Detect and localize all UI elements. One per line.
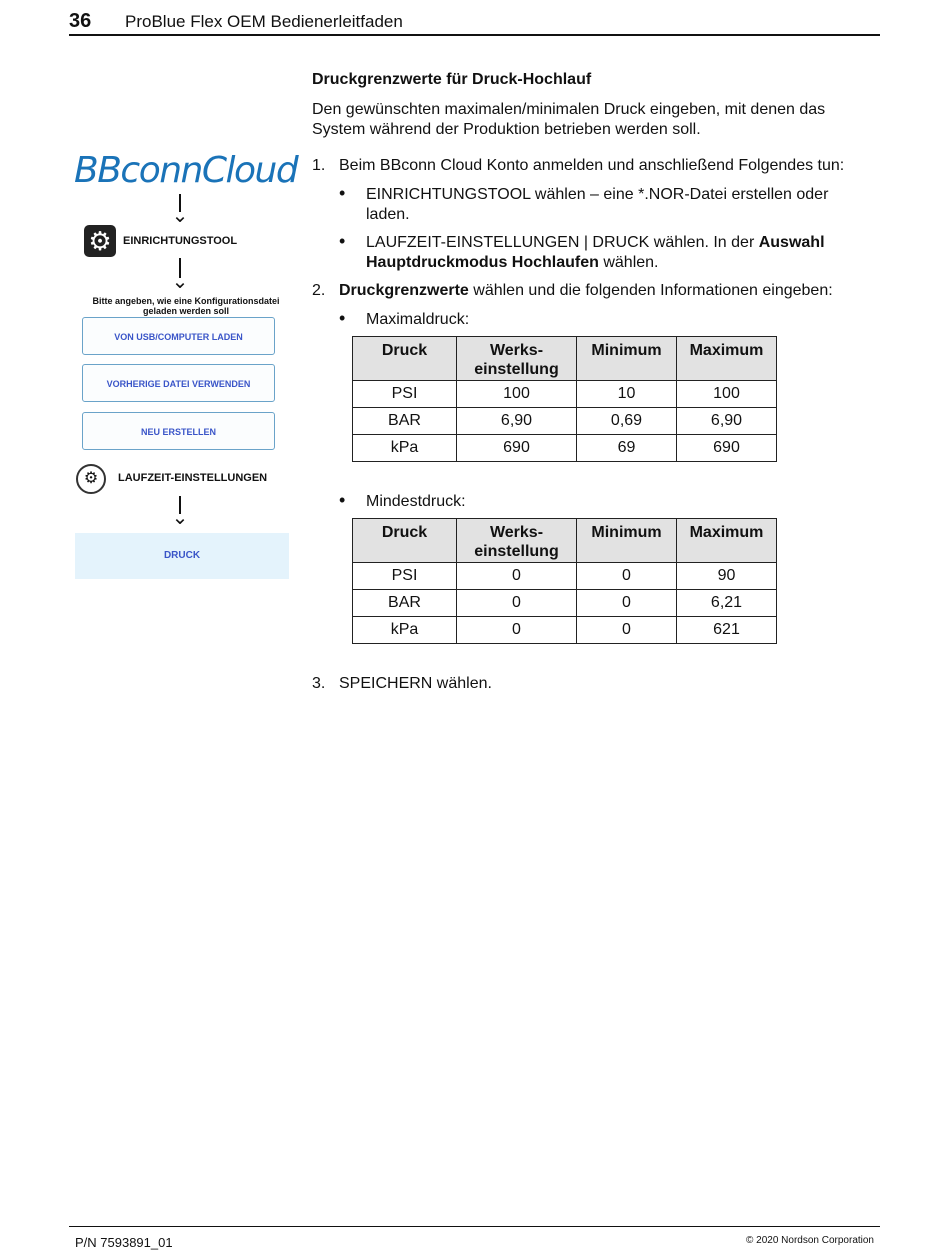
col-maximum: Maximum bbox=[677, 519, 777, 563]
table-row: BAR 0 0 6,21 bbox=[353, 590, 777, 617]
page-number: 36 bbox=[69, 10, 92, 32]
min-pressure-table bbox=[352, 518, 777, 644]
druck-menu-item[interactable]: DRUCK bbox=[75, 533, 289, 579]
use-previous-file-button[interactable]: VORHERIGE DATEI VERWENDEN bbox=[82, 364, 275, 402]
document-title: ProBlue Flex OEM Bedienerleitfaden bbox=[125, 12, 403, 31]
runtime-settings-label: LAUFZEIT-EINSTELLUNGEN bbox=[118, 472, 268, 484]
col-druck: Druck bbox=[353, 519, 457, 563]
max-pressure-table bbox=[352, 336, 777, 462]
col-werkseinstellung: Werks- einstellung bbox=[457, 337, 577, 381]
step-1-bullet-1: EINRICHTUNGSTOOL wählen – eine *.NOR-Datei erstellen oder laden. bbox=[366, 186, 829, 223]
part-number: P/N 7593891_01 bbox=[75, 1235, 173, 1250]
min-pressure-label: Mindestdruck: bbox=[366, 493, 466, 510]
section-heading: Druckgrenzwerte für Druck-Hochlauf bbox=[312, 71, 592, 88]
table-row: BAR 6,90 0,69 6,90 bbox=[353, 408, 777, 435]
step-2-text: Druckgrenzwerte wählen und die folgenden Informationen eingeben: bbox=[339, 282, 833, 299]
create-new-button[interactable]: NEU ERSTELLEN bbox=[82, 412, 275, 450]
page-footer bbox=[69, 1226, 880, 1250]
bbconncloud-logo: BBconnCloud bbox=[74, 150, 298, 191]
step-3-text: SPEICHERN wählen. bbox=[339, 675, 492, 692]
bullet-icon: • bbox=[339, 183, 346, 203]
runtime-settings-icon: ⚙ bbox=[76, 464, 106, 494]
table-header-row bbox=[353, 337, 777, 381]
bullet-icon: • bbox=[339, 231, 346, 251]
arrow-down-icon: ⌄ bbox=[170, 496, 190, 528]
intro-paragraph: Den gewünschten maximalen/minimalen Druck eingeben, mit denen das System während der Produktion betrieben werden soll. bbox=[312, 101, 826, 138]
table-row: kPa 0 0 621 bbox=[353, 617, 777, 644]
col-werkseinstellung: Werks- einstellung bbox=[457, 519, 577, 563]
step-1-bullet-2: LAUFZEIT-EINSTELLUNGEN | DRUCK wählen. In der Auswahl Hauptdruckmodus Hochlaufen wählen. bbox=[366, 234, 825, 271]
table-row: kPa 690 69 690 bbox=[353, 435, 777, 462]
load-usb-button[interactable]: VON USB/COMPUTER LADEN bbox=[82, 317, 275, 355]
step-number: 3. bbox=[312, 675, 326, 692]
max-pressure-label: Maximaldruck: bbox=[366, 311, 470, 328]
table-row: PSI 0 0 90 bbox=[353, 563, 777, 590]
table-row: PSI 100 10 100 bbox=[353, 381, 777, 408]
step-number: 2. bbox=[312, 282, 326, 299]
col-minimum: Minimum bbox=[577, 337, 677, 381]
config-prompt: Bitte angeben, wie eine Konfigurationsdatei geladen werden soll bbox=[92, 296, 280, 316]
arrow-down-icon: ⌄ bbox=[170, 194, 190, 226]
setup-tool-label: EINRICHTUNGSTOOL bbox=[123, 235, 238, 247]
col-druck: Druck bbox=[353, 337, 457, 381]
page-header bbox=[69, 8, 880, 36]
step-1-text: Beim BBconn Cloud Konto anmelden und anschließend Folgendes tun: bbox=[339, 157, 845, 174]
table-header-row bbox=[353, 519, 777, 563]
copyright: © 2020 Nordson Corporation bbox=[746, 1235, 874, 1246]
bullet-icon: • bbox=[339, 490, 346, 510]
step-number: 1. bbox=[312, 157, 326, 174]
col-maximum: Maximum bbox=[677, 337, 777, 381]
gear-icon: ⚙ bbox=[84, 225, 116, 257]
bullet-icon: • bbox=[339, 308, 346, 328]
col-minimum: Minimum bbox=[577, 519, 677, 563]
arrow-down-icon: ⌄ bbox=[170, 258, 190, 292]
